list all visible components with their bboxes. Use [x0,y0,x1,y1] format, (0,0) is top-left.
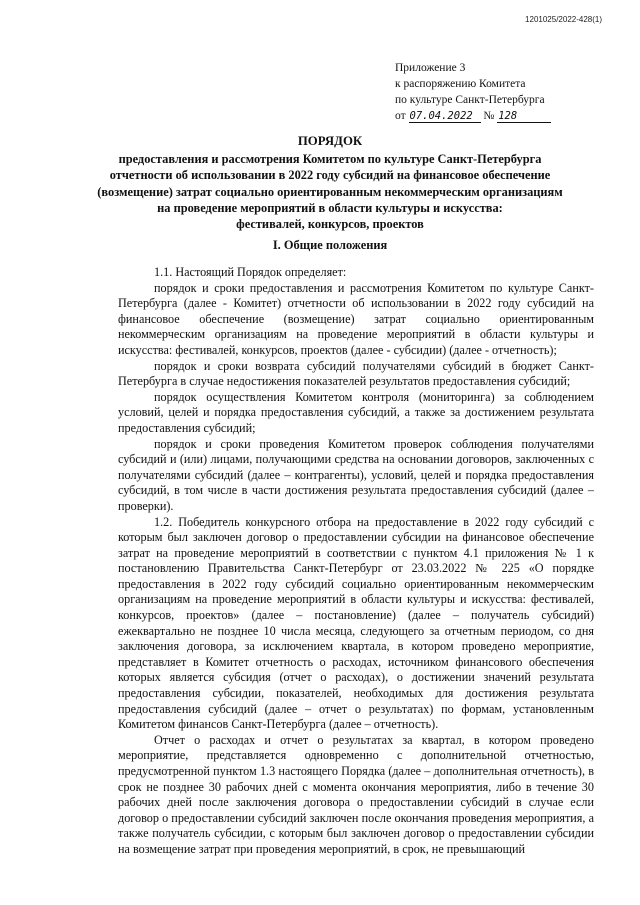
appendix-line-1: Приложение 3 [395,62,466,74]
handwritten-date: 07.04.2022 [409,110,481,123]
appendix-number-label: № [483,110,495,122]
paragraph-order-reporting: порядок и сроки предоставления и рассмотрения Комитетом по культуре Санкт-Петербурга (далее - Комитет) отчетности об использовании в 2022 году субсидий на финансовое обеспечение (возмещение) затрат социально ориентированным некоммерческим организациям на проведение мероприятий в области культуры и искусства: фестивалей, конкурсов, проектов (далее - субсидии) (далее - отчетность); [118,280,594,357]
appendix-line-3: по культуре Санкт-Петербурга [395,94,545,106]
paragraph-1-2: 1.2. Победитель конкурсного отбора на предоставление в 2022 году субсидий с которым был заключен договор о предоставлении субсидии на финансовое обеспечение затрат на проведение мероприятий в соответствии с пунктом 4.1 приложения № 1 к постановлению Правительства Санкт-Петербург от 23.03.2022 № 225 «О порядке предоставления в 2022 году субсидий социально ориентированным некоммерческим организациям на проведение мероприятий в области культуры и искусства: фестивалей, конкурсов, проектов» (далее – постановление) (далее – получатель субсидий) ежеквартально не позднее 10 числа месяца, следующего за отчетным периодом, со дня заключения договора, за исключением квартала, в котором проведено мероприятие, представляет в Комитет отчетность о расходах, источником финансового обеспечения которых является субсидия (отчет о расходах), о достижении значений результата предоставления субсидии, показателей, необходимых для достижения результата предоставления субсидий (далее – отчет о результатах) по формам, установленным Комитетом финансов Санкт-Петербурга (далее – отчетность). [118,514,594,732]
document-number: 1201025/2022-428(1) [525,15,602,24]
title-line-4: на проведение мероприятий в области культуры и искусства: [157,200,503,215]
paragraph-report-quarter: Отчет о расходах и отчет о результатах за квартал, в котором проведено мероприятие, представляется одновременно с дополнительной отчетностью, предусмотренной пунктом 1.3 настоящего Порядка (далее – дополнительная отчетность), в срок не позднее 30 рабочих дней с момента окончания мероприятия, либо в течение 30 рабочих дней после заключения договора о предоставлении субсидий в случае если договор о предоставлении субсидий заключен после окончания проведения мероприятия, а также получатель субсидии, с которым был заключен договор о предоставлении субсидии на возмещение затрат при проведения мероприятий, в срок, не превышающий [118,732,594,856]
paragraph-order-control: порядок осуществления Комитетом контроля (мониторинга) за соблюдением условий, целей и порядка предоставления субсидий, а также за достижением результата предоставления субсидий; [118,389,594,435]
title-line-1: предоставления и рассмотрения Комитетом по культуре Санкт-Петербурга [118,152,542,167]
appendix-line-2: к распоряжению Комитета [395,78,526,90]
title-line-2: отчетности об использовании в 2022 году субсидий на финансовое обеспечение [109,168,551,183]
title-line-5: фестивалей, конкурсов, проектов [236,217,424,232]
paragraph-1-1: 1.1. Настоящий Порядок определяет: [154,265,347,279]
appendix-date-line [395,108,551,124]
title-main: ПОРЯДОК [297,134,363,148]
handwritten-number: 128 [497,110,551,123]
section-heading: I. Общие положения [272,238,388,252]
document-body [118,265,594,858]
appendix-ot-label: от [395,110,406,122]
paragraph-order-refund: порядок и сроки возврата субсидий получателями субсидий в бюджет Санкт-Петербурга в случае недостижения показателей результатов предоставления субсидий; [118,358,594,389]
title-line-3: (возмещение) затрат социально ориентированным некоммерческим организациям [97,184,563,199]
document-title [60,133,600,232]
paragraph-order-inspections: порядок и сроки проведения Комитетом проверок соблюдения получателями субсидий и (или) лицами, получающими средства на основании договоров, заключенных с получателями субсидий (далее – контрагенты), условий, целей и порядка предоставления субсидий, в том числе в части достижения результата предоставления субсидий (далее – проверки). [118,436,594,513]
appendix-block [395,60,551,124]
